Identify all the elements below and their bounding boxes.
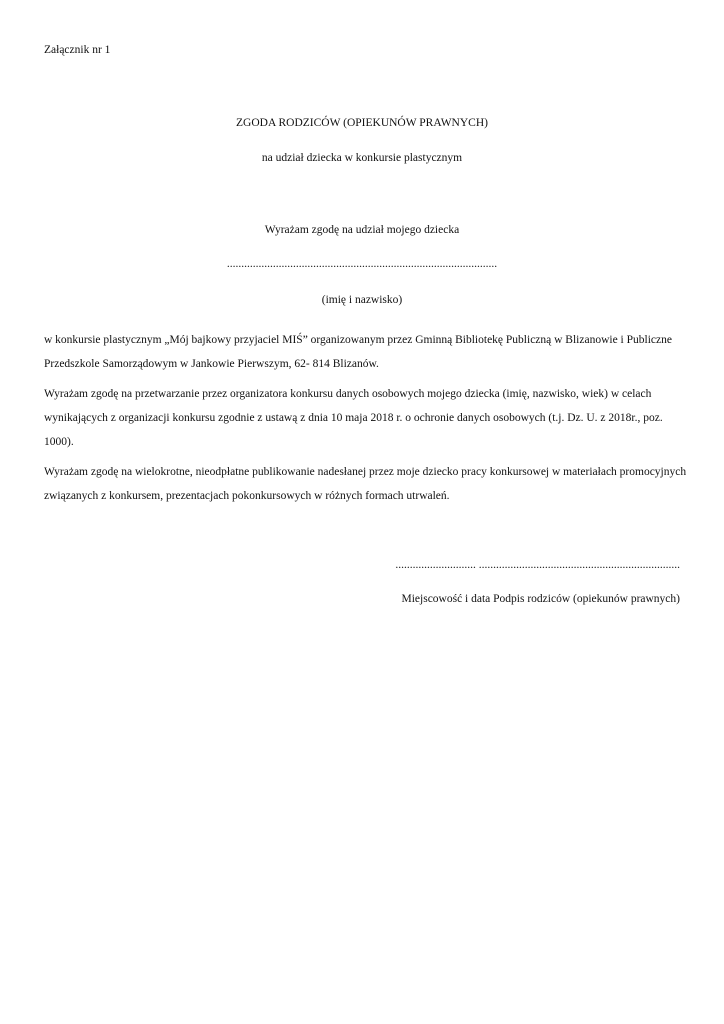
child-name-field: .............................................................................................. — [226, 258, 498, 270]
document-title: ZGODA RODZICÓW (OPIEKUNÓW PRAWNYCH) — [236, 117, 488, 129]
signature-caption: Miejscowość i data Podpis rodziców (opiekunów prawnych) — [401, 593, 680, 605]
consent-intro: Wyrażam zgodę na udział mojego dziecka — [264, 224, 460, 236]
child-name-caption: (imię i nazwisko) — [321, 294, 403, 306]
attachment-label: Załącznik nr 1 — [44, 44, 111, 56]
competition-paragraph: w konkursie plastycznym „Mój bajkowy przyjaciel MIŚ” organizowanym przez Gminną Bibliotekę Publiczną w Blizanowie i Publiczne Przedszkole Samorządowym w Jankowie Pierwszym, 62- 814 Blizanów. — [44, 334, 672, 370]
publication-consent-paragraph: Wyrażam zgodę na wielokrotne, nieodpłatne publikowanie nadesłanej przez moje dziecko pracy konkursowej w materiałach promocyjnych związanych z konkursem, prezentacjach pokonkursowych w różnych formach utrwaleń. — [44, 466, 687, 502]
signature-field: ............................ ...................................................................... — [395, 559, 680, 571]
document-subtitle: na udział dziecka w konkursie plastycznym — [261, 152, 463, 164]
data-processing-paragraph: Wyrażam zgodę na przetwarzanie przez organizatora konkursu danych osobowych mojego dziecka (imię, nazwisko, wiek) w celach wynikających z organizacji konkursu zgodnie z ustawą z dnia 10 maja 2018 r. o ochronie danych osobowych (t.j. Dz. U. z 2018r., poz. 1000). — [44, 388, 663, 448]
